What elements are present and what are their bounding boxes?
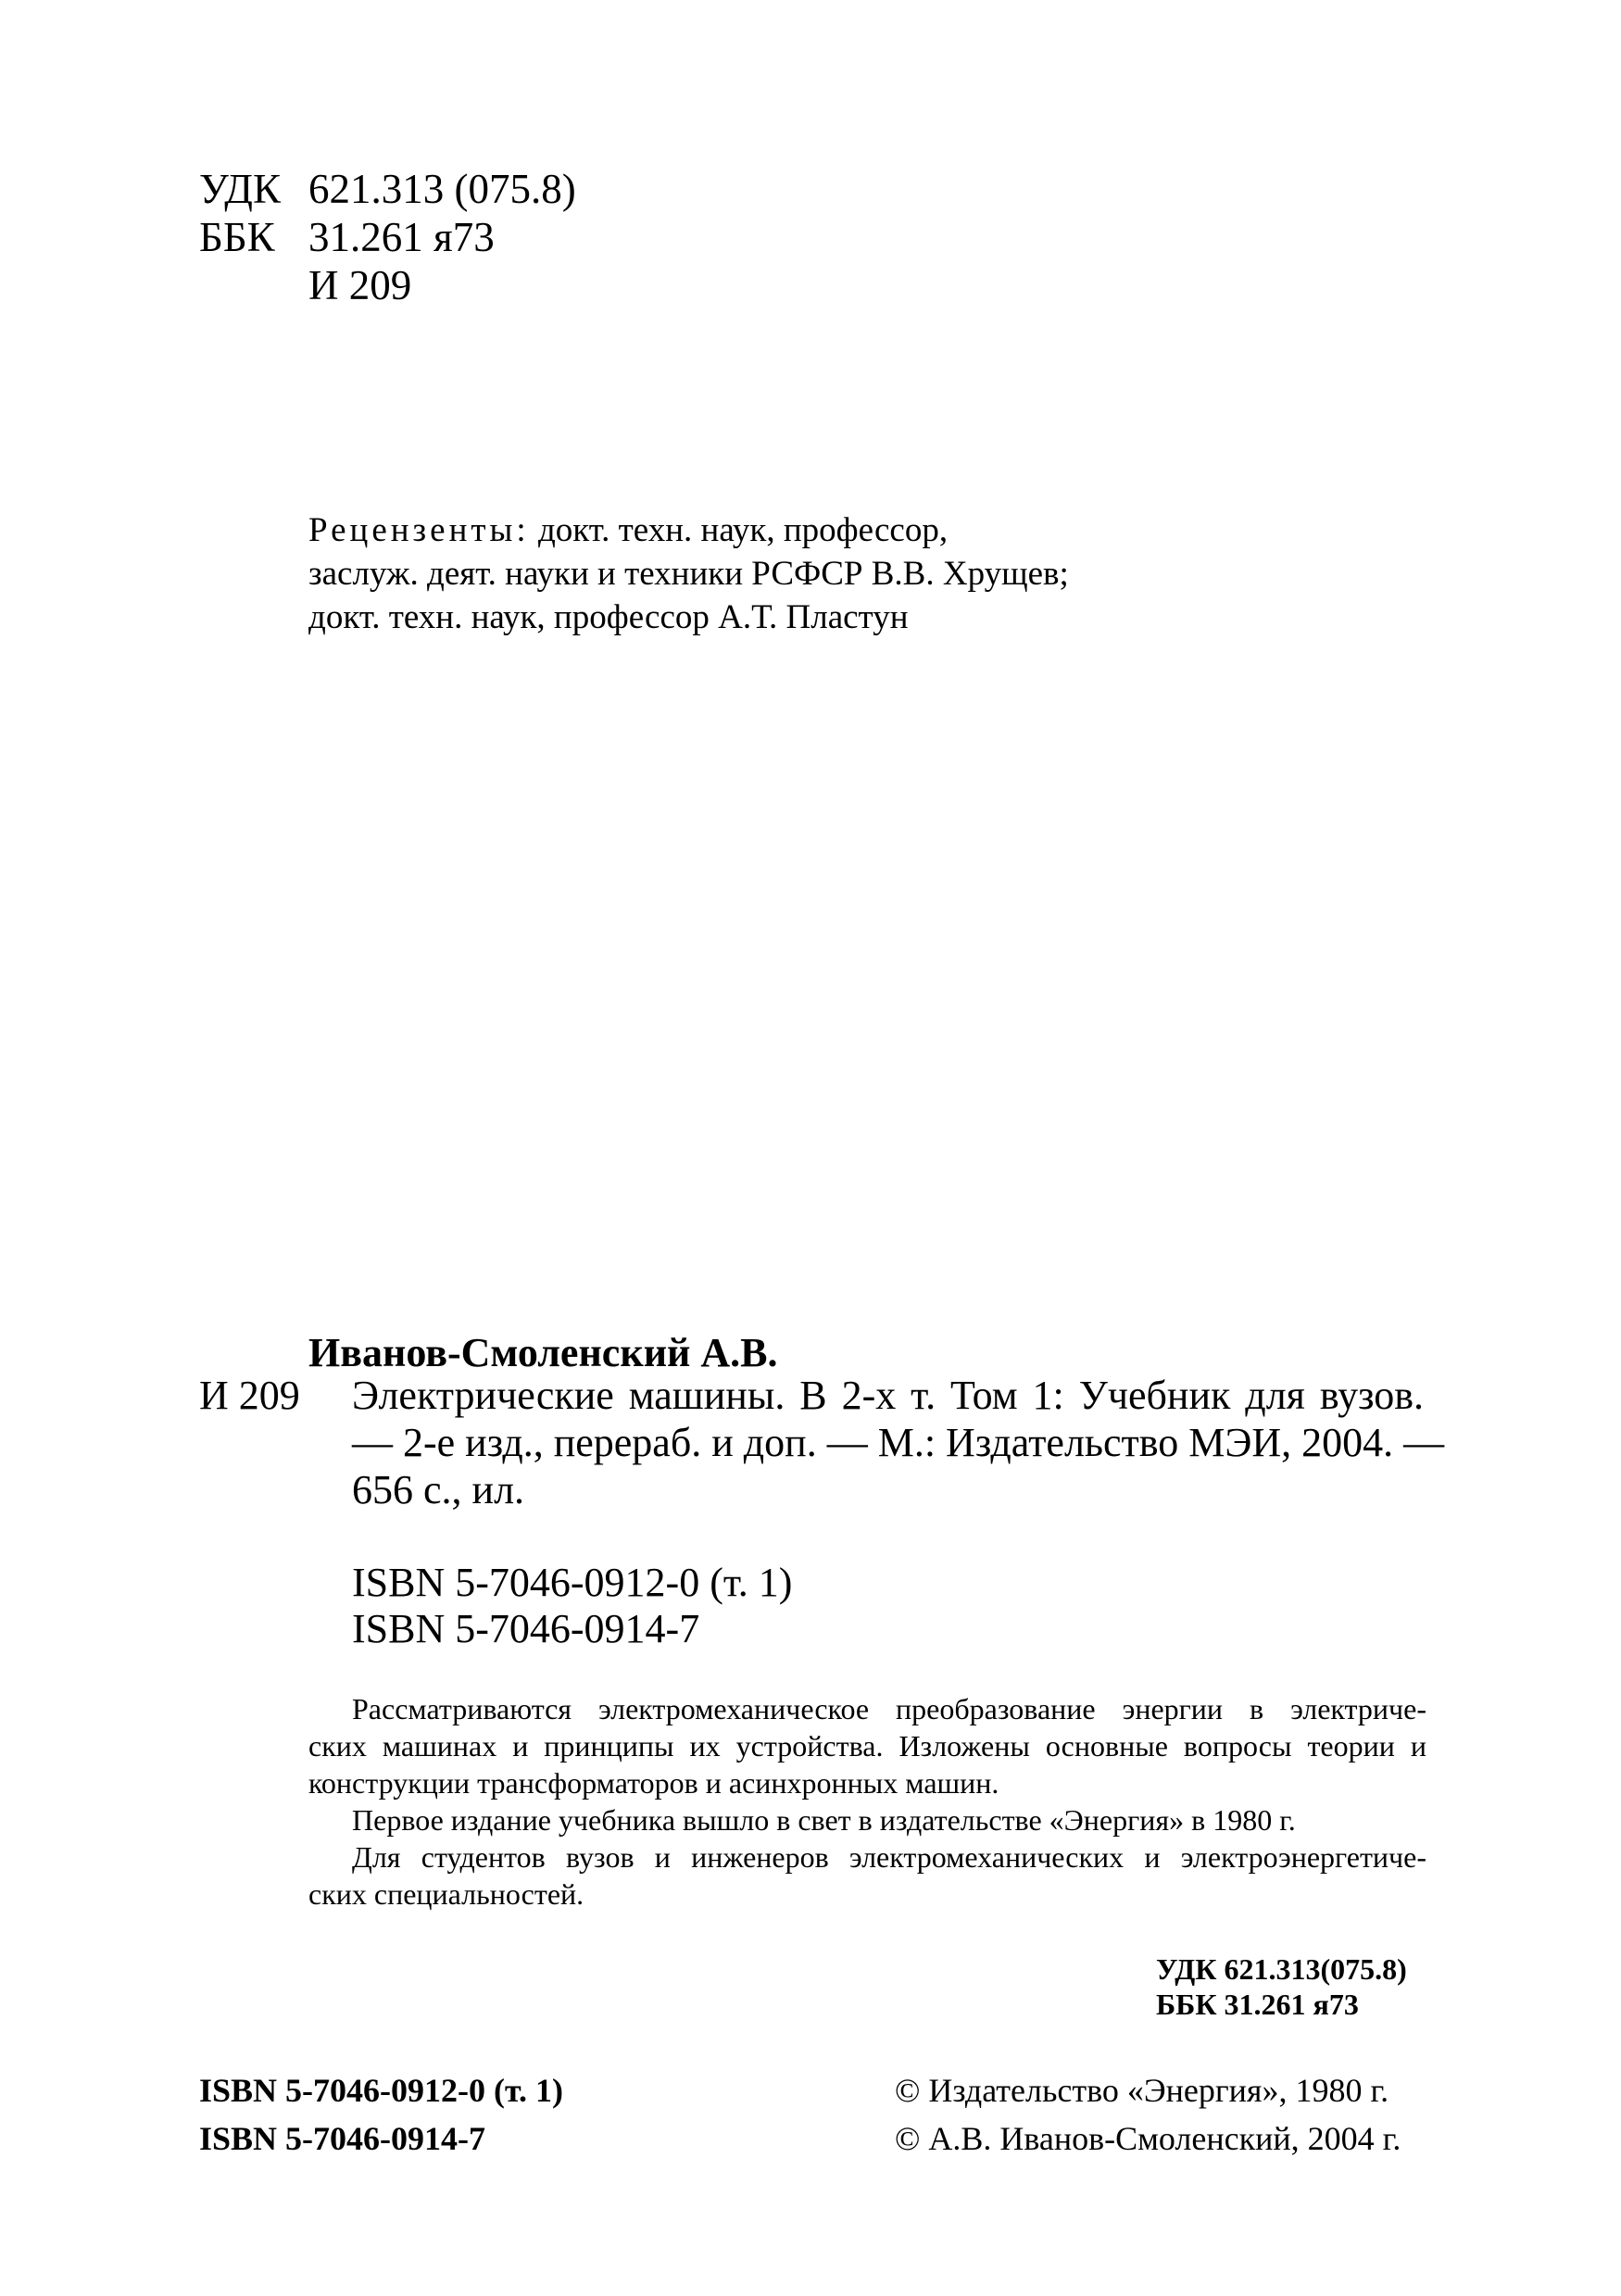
- udk-value: 621.313 (075.8): [308, 166, 576, 212]
- footer-udk: УДК 621.313(075.8): [1156, 1952, 1407, 1986]
- reviewers-label: Рецензенты:: [308, 511, 530, 549]
- annotation-p1-line1: Рассматриваются электромеханическое преобразование энергии в электриче-: [352, 1692, 1426, 1725]
- annotation-p3-line2: ских специальностей.: [308, 1877, 584, 1911]
- reviewers-line-1-rest: докт. техн. наук, профессор,: [529, 511, 949, 549]
- udk-label: УДК: [199, 166, 282, 212]
- bbk-row: [0, 213, 1621, 261]
- reviewers-line-2: заслуж. деят. науки и техники РСФСР В.В. Хрущев;: [308, 555, 1069, 593]
- footer-isbn-2: ISBN 5-7046-0914-7: [199, 2120, 486, 2157]
- entry-line-2: — 2-е изд., перераб. и доп. — М.: Издательство МЭИ, 2004. —: [352, 1420, 1445, 1465]
- bbk-value: 31.261 я73: [308, 214, 495, 260]
- entry-line-1: Электрические машины. В 2-х т. Том 1: Учебник для вузов.: [352, 1373, 1424, 1418]
- annotation-p1-line2: ских машинах и принципы их устройства. Изложены основные вопросы теории и: [308, 1729, 1426, 1763]
- author-mark: И 209: [308, 262, 412, 308]
- udk-row: [0, 165, 1621, 213]
- reviewers-line-3: докт. техн. наук, профессор А.Т. Пластун: [308, 598, 909, 636]
- entry-isbn-1: ISBN 5-7046-0912-0 (т. 1): [352, 1560, 793, 1605]
- entry-isbn-2: ISBN 5-7046-0914-7: [352, 1606, 700, 1651]
- bbk-label: ББК: [199, 214, 275, 260]
- reviewers-line-1: [308, 509, 948, 552]
- entry-code: И 209: [199, 1373, 300, 1418]
- entry-author: Иванов-Смоленский А.В.: [308, 1330, 778, 1375]
- footer-copyright-1: © Издательство «Энергия», 1980 г.: [895, 2072, 1389, 2109]
- annotation-p1-line3: конструкции трансформаторов и асинхронных машин.: [308, 1766, 999, 1800]
- footer-isbn-1: ISBN 5-7046-0912-0 (т. 1): [199, 2072, 563, 2109]
- footer-copyright-2: © А.В. Иванов-Смоленский, 2004 г.: [895, 2120, 1401, 2157]
- author-mark-row: [0, 261, 1621, 309]
- entry-line-3: 656 с., ил.: [352, 1467, 525, 1512]
- footer-bbk: ББК 31.261 я73: [1156, 1988, 1359, 2021]
- annotation-p2: Первое издание учебника вышло в свет в издательстве «Энергия» в 1980 г.: [352, 1803, 1296, 1837]
- annotation-p3-line1: Для студентов вузов и инженеров электромеханических и электроэнергетиче-: [352, 1840, 1426, 1874]
